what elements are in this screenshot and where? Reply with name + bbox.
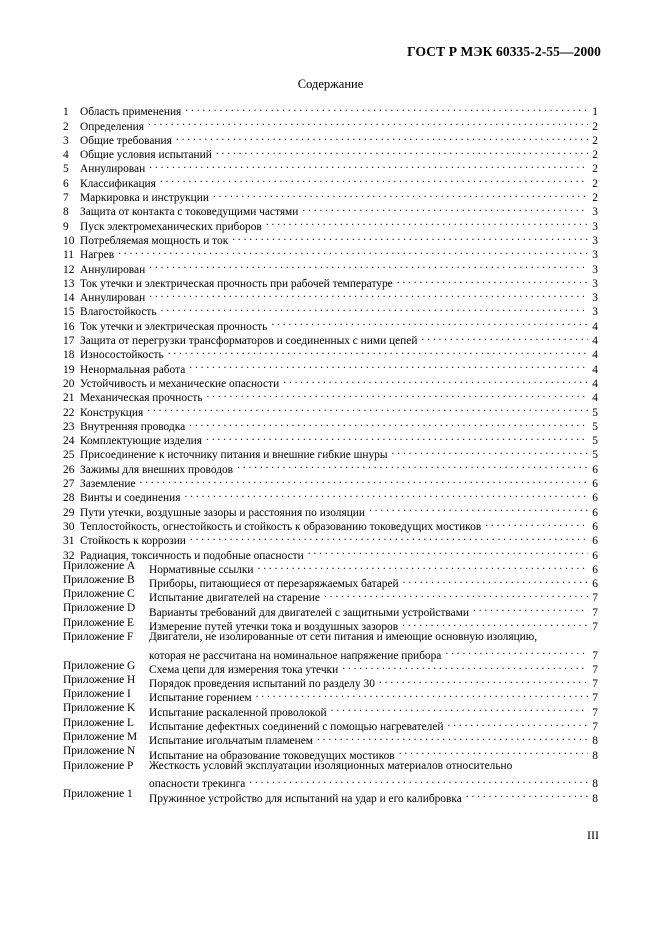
toc-entry-number: 7 xyxy=(63,192,69,205)
toc-appendix-entry[interactable] xyxy=(63,573,598,591)
dot-leader xyxy=(216,144,588,158)
toc-entry-title: Ненормальная работа xyxy=(80,363,186,376)
toc-entry-page: 2 xyxy=(592,149,598,162)
appendix-label: Приложение M xyxy=(63,731,138,744)
toc-appendix-entry[interactable] xyxy=(63,587,598,605)
toc-entry-page: 6 xyxy=(592,478,598,491)
dot-leader xyxy=(147,401,588,415)
toc-entry-title: Область применения xyxy=(80,106,182,119)
toc-entry-page: 6 xyxy=(592,492,598,505)
toc-appendix-entry[interactable] xyxy=(63,659,598,676)
toc-entry-number: 22 xyxy=(63,406,75,419)
dot-leader xyxy=(392,444,588,458)
toc-entry-title: Зажимы для внешних проводов xyxy=(80,463,234,476)
appendix-title: Испытание на образование токоведущих мостиков xyxy=(149,749,395,762)
dot-leader xyxy=(140,473,588,487)
toc-entry-page: 5 xyxy=(592,449,598,462)
toc-entry-number: 26 xyxy=(63,463,75,476)
toc-appendix-entry[interactable] xyxy=(63,716,598,734)
toc-entry[interactable] xyxy=(63,473,598,491)
appendix-title: Испытание двигателей на старение xyxy=(149,592,320,605)
appendix-label: Приложение K xyxy=(63,702,136,715)
appendix-label: Приложение H xyxy=(63,673,136,686)
page-title: Содержание xyxy=(297,77,364,91)
toc-entry-title: Устойчивость и механические опасности xyxy=(80,377,280,390)
appendix-title: Испытание раскаленной проволокой xyxy=(149,706,327,719)
appendix-title: Приборы, питающиеся от перезаряжаемых батарей xyxy=(149,578,399,591)
toc-entry-page: 6 xyxy=(592,506,598,519)
dot-leader xyxy=(161,301,588,315)
toc-entry-page: 4 xyxy=(592,349,598,362)
toc-entry[interactable] xyxy=(63,416,598,433)
appendix-page: 7 xyxy=(592,678,598,691)
toc-entry-page: 2 xyxy=(592,120,598,133)
appendix-label: Приложение C xyxy=(63,588,135,601)
toc-entry-number: 17 xyxy=(63,335,75,348)
toc-entry-title: Заземление xyxy=(80,478,136,491)
toc-entry-title: Ток утечки и электрическая прочность xyxy=(80,320,268,333)
appendix-page: 7 xyxy=(592,649,598,662)
standard-designation: ГОСТ Р МЭК 60335-2-55—2000 xyxy=(407,44,601,59)
toc-entry-number: 19 xyxy=(63,363,75,376)
toc-entry-number: 3 xyxy=(63,134,69,147)
dot-leader xyxy=(237,458,588,472)
appendix-title: Пружинное устройство для испытаний на удар и его калибровка xyxy=(149,792,462,805)
dot-leader xyxy=(421,330,588,344)
table-of-contents xyxy=(63,101,598,805)
toc-entry-number: 29 xyxy=(63,506,75,519)
dot-leader xyxy=(148,115,588,129)
toc-entry-title: Износостойкость xyxy=(80,349,164,362)
toc-entry-number: 32 xyxy=(63,549,75,562)
appendix-title: Порядок проведения испытаний по разделу 30 xyxy=(149,678,375,691)
dot-leader xyxy=(445,644,588,658)
appendix-page: 7 xyxy=(592,721,598,734)
toc-entry-title: Потребляемая мощность и ток xyxy=(80,234,229,247)
dot-leader xyxy=(369,501,588,515)
toc-entry-number: 4 xyxy=(63,149,69,162)
appendix-label: Приложение E xyxy=(63,616,134,629)
appendix-label: Приложение L xyxy=(63,716,134,729)
toc-entry-title: Присоединение к источнику питания и внешние гибкие шнуры xyxy=(80,449,388,462)
appendix-title: Схема цепи для измерения тока утечки xyxy=(149,663,339,676)
dot-leader xyxy=(207,387,588,401)
dot-leader xyxy=(258,559,588,573)
appendix-title: Испытание игольчатым пламенем xyxy=(149,735,313,748)
appendix-label: Приложение I xyxy=(63,688,131,701)
dot-leader xyxy=(302,201,588,215)
dot-leader xyxy=(149,258,588,272)
toc-appendix-entry[interactable] xyxy=(63,673,598,691)
appendix-page: 6 xyxy=(592,578,598,591)
toc-entry-page: 3 xyxy=(592,306,598,319)
dot-leader xyxy=(256,687,588,701)
appendix-page: 7 xyxy=(592,663,598,676)
dot-leader xyxy=(249,773,588,787)
toc-entry-page: 1 xyxy=(592,106,598,119)
toc-entry-number: 15 xyxy=(63,306,75,319)
toc-entry-number: 18 xyxy=(63,349,75,362)
toc-appendix-entry[interactable] xyxy=(63,630,598,662)
dot-leader xyxy=(403,573,588,587)
dot-leader xyxy=(397,273,588,287)
appendix-title: которая не рассчитана на номинальное напряжение прибора xyxy=(149,649,442,662)
toc-entry-page: 3 xyxy=(592,234,598,247)
dot-leader xyxy=(118,244,588,258)
toc-entry-title: Общие требования xyxy=(80,134,172,147)
toc-entry-page: 5 xyxy=(592,435,598,448)
dot-leader xyxy=(317,730,588,744)
dot-leader xyxy=(168,344,588,358)
dot-leader xyxy=(402,616,588,630)
appendix-title: Испытание горением xyxy=(149,692,252,705)
appendix-label: Приложение P xyxy=(63,759,134,772)
dot-leader xyxy=(308,544,588,558)
toc-entry[interactable] xyxy=(63,487,598,505)
toc-entry-title: Защита от перегрузки трансформаторов и соединенных с ними цепей xyxy=(80,335,418,348)
toc-entry-number: 24 xyxy=(63,435,75,448)
toc-entry-number: 8 xyxy=(63,206,69,219)
toc-entry[interactable] xyxy=(63,258,598,276)
dot-leader xyxy=(283,373,588,387)
toc-appendix-entry[interactable] xyxy=(63,687,598,705)
appendix-label: Приложение B xyxy=(63,573,135,586)
toc-appendix-entry[interactable] xyxy=(63,616,598,633)
toc-entry-page: 4 xyxy=(592,320,598,333)
dot-leader xyxy=(213,187,588,201)
toc-appendix-entry[interactable] xyxy=(63,787,598,805)
dot-leader xyxy=(189,358,588,372)
toc-entry-number: 27 xyxy=(63,478,75,491)
toc-entry-title: Классификация xyxy=(80,177,156,190)
toc-entry[interactable] xyxy=(63,244,598,262)
toc-entry-page: 6 xyxy=(592,535,598,548)
toc-entry-page: 2 xyxy=(592,192,598,205)
dot-leader xyxy=(232,230,588,244)
page-number: III xyxy=(587,828,599,842)
toc-entry-title: Нагрев xyxy=(80,249,115,262)
toc-entry-number: 16 xyxy=(63,320,75,333)
toc-entry-title: Винты и соединения xyxy=(80,492,181,505)
toc-entry-title: Аннулирован xyxy=(80,163,146,176)
appendix-page: 7 xyxy=(592,592,598,605)
appendix-title: Варианты требований для двигателей с защитными устройствами xyxy=(149,606,470,619)
toc-entry-number: 9 xyxy=(63,220,69,233)
dot-leader xyxy=(485,516,588,530)
appendix-title: Двигатели, не изолированные от сети питания и имеющие основную изоляцию, xyxy=(149,630,538,643)
appendix-title: Испытание дефектных соединений с помощью нагревателей xyxy=(149,721,444,734)
toc-entry-page: 3 xyxy=(592,249,598,262)
toc-entry-page: 5 xyxy=(592,420,598,433)
toc-entry-title: Общие условия испытаний xyxy=(80,149,212,162)
toc-entry-page: 4 xyxy=(592,392,598,405)
toc-entry-number: 10 xyxy=(63,234,75,247)
toc-entry-title: Аннулирован xyxy=(80,292,146,305)
appendix-page: 7 xyxy=(592,606,598,619)
toc-entry-page: 3 xyxy=(592,277,598,290)
toc-appendix-entry[interactable] xyxy=(63,730,598,748)
dot-leader xyxy=(185,101,588,115)
toc-entry-title: Защита от контакта с токоведущими частями xyxy=(80,206,299,219)
toc-entry-title: Конструкция xyxy=(80,406,144,419)
toc-entry-number: 11 xyxy=(63,249,74,262)
toc-appendix-entry[interactable] xyxy=(63,559,598,576)
toc-appendix-entry[interactable] xyxy=(63,759,598,791)
toc-appendix-entry[interactable] xyxy=(63,601,598,619)
toc-entry-number: 12 xyxy=(63,263,75,276)
dot-leader xyxy=(160,172,588,186)
toc-entry-title: Теплостойкость, огнестойкость и стойкость к образованию токоведущих мостиков xyxy=(80,520,482,533)
toc-entry-number: 6 xyxy=(63,177,69,190)
dot-leader xyxy=(342,659,588,673)
appendix-page: 8 xyxy=(592,792,598,805)
appendix-title: Измерение путей утечки тока и воздушных зазоров xyxy=(149,620,399,633)
toc-entry-page: 4 xyxy=(592,363,598,376)
toc-entry-page: 4 xyxy=(592,335,598,348)
dot-leader xyxy=(190,530,588,544)
dot-leader xyxy=(176,130,588,144)
toc-entry-number: 2 xyxy=(63,120,69,133)
appendix-page: 7 xyxy=(592,706,598,719)
toc-entry-number: 20 xyxy=(63,377,75,390)
toc-entry-page: 2 xyxy=(592,134,598,147)
dot-leader xyxy=(184,487,588,501)
toc-appendix-entry[interactable] xyxy=(63,744,598,762)
toc-entry-title: Механическая прочность xyxy=(80,392,203,405)
dot-leader xyxy=(271,315,588,329)
appendix-label: Приложение D xyxy=(63,602,136,615)
toc-entry-number: 30 xyxy=(63,520,75,533)
toc-entry-number: 28 xyxy=(63,492,75,505)
toc-entry-number: 14 xyxy=(63,292,75,305)
toc-entry-number: 31 xyxy=(63,535,75,548)
dot-leader xyxy=(473,601,588,615)
toc-entry-number: 13 xyxy=(63,277,75,290)
appendix-page: 7 xyxy=(592,692,598,705)
dot-leader xyxy=(399,744,588,758)
dot-leader xyxy=(466,787,588,801)
toc-entry-page: 3 xyxy=(592,263,598,276)
toc-entry[interactable] xyxy=(63,101,598,119)
toc-entry-title: Пуск электромеханических приборов xyxy=(80,220,262,233)
toc-entry-page: 6 xyxy=(592,520,598,533)
appendix-page: 8 xyxy=(592,778,598,791)
dot-leader xyxy=(206,430,588,444)
appendix-title: Нормативные ссылки xyxy=(149,563,254,576)
toc-entry-title: Стойкость к коррозии xyxy=(80,535,186,548)
toc-entry-number: 5 xyxy=(63,163,69,176)
toc-entry-title: Внутренняя проводка xyxy=(80,420,186,433)
appendix-label: Приложение F xyxy=(63,630,134,643)
toc-entry-page: 2 xyxy=(592,177,598,190)
appendix-label: Приложение A xyxy=(63,559,136,572)
toc-entry-number: 25 xyxy=(63,449,75,462)
toc-entry-title: Комплектующие изделия xyxy=(80,435,202,448)
toc-entry-page: 3 xyxy=(592,206,598,219)
dot-leader xyxy=(331,701,588,715)
toc-entry-page: 6 xyxy=(592,463,598,476)
appendix-page: 8 xyxy=(592,735,598,748)
toc-entry-page: 2 xyxy=(592,163,598,176)
appendix-page: 7 xyxy=(592,620,598,633)
dot-leader xyxy=(379,673,588,687)
appendix-page: 8 xyxy=(592,749,598,762)
toc-entry-title: Пути утечки, воздушные зазоры и расстояния по изоляции xyxy=(80,506,365,519)
toc-entry-title: Аннулирован xyxy=(80,263,146,276)
dot-leader xyxy=(448,716,589,730)
toc-entry-page: 3 xyxy=(592,220,598,233)
dot-leader xyxy=(149,287,588,301)
toc-entry-page: 4 xyxy=(592,377,598,390)
toc-entry-number: 21 xyxy=(63,392,75,405)
toc-entry-page: 6 xyxy=(592,549,598,562)
toc-entry-title: Определения xyxy=(80,120,144,133)
appendix-label: Приложение N xyxy=(63,745,136,758)
toc-entry-page: 5 xyxy=(592,406,598,419)
appendix-label: Приложение G xyxy=(63,659,136,672)
dot-leader xyxy=(324,587,588,601)
appendix-title: опасности трекинга xyxy=(149,778,246,791)
toc-entry-title: Влагостойкость xyxy=(80,306,157,319)
toc-entry-title: Ток утечки и электрическая прочность при рабочей температуре xyxy=(80,277,393,290)
appendix-page: 6 xyxy=(592,563,598,576)
dot-leader xyxy=(266,215,588,229)
dot-leader xyxy=(149,158,588,172)
dot-leader xyxy=(189,416,588,430)
appendix-title: Жесткость условий эксплуатации изоляционных материалов относительно xyxy=(149,759,513,772)
toc-entry-page: 3 xyxy=(592,292,598,305)
appendix-label: Приложение 1 xyxy=(63,788,133,801)
toc-entry-title: Радиация, токсичность и подобные опасности xyxy=(80,549,304,562)
toc-entry-number: 1 xyxy=(63,106,69,119)
toc-entry-number: 23 xyxy=(63,420,75,433)
toc-entry-title: Маркировка и инструкции xyxy=(80,192,209,205)
toc-appendix-entry[interactable] xyxy=(63,701,598,719)
